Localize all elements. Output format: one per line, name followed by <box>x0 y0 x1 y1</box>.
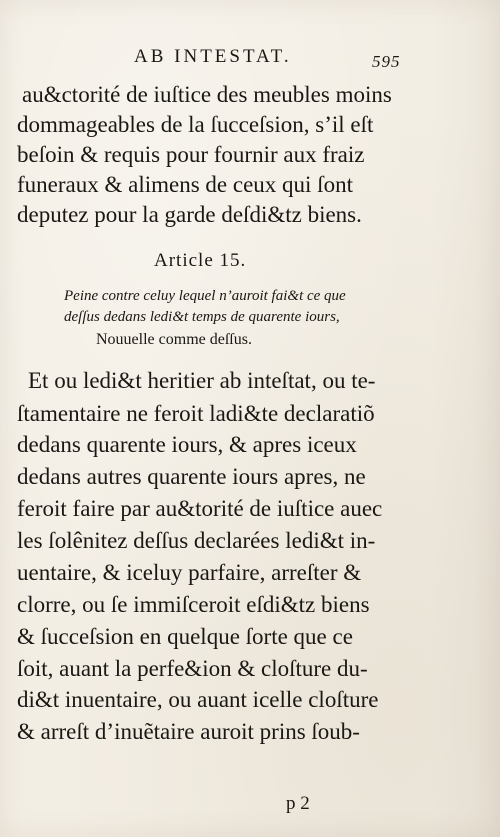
text-line: beſoin & requis pour fournir aux fraiz <box>17 142 365 167</box>
text-line: dommageables de la ſucceſsion, s’il eſt <box>17 112 374 137</box>
article-summary-line: deſſus dedans ledi&t temps de quarente iours, <box>64 309 340 325</box>
text-line: & ſucceſsion en quelque ſorte que ce <box>17 624 353 649</box>
running-head: AB INTESTAT. <box>134 46 292 67</box>
article-note: Nouuelle comme deſſus. <box>96 331 252 348</box>
text-line: clorre, ou ſe immiſceroit eſdi&tz biens <box>17 592 370 617</box>
text-line: & arreſt d’inuẽtaire auroit prins ſoub- <box>17 719 360 744</box>
text-line: uentaire, & iceluy parfaire, arreſter & <box>17 560 362 585</box>
page-header <box>134 46 414 72</box>
text-line: dedans autres quarente iours apres, ne <box>17 464 366 489</box>
page-number: 595 <box>372 52 401 71</box>
article-summary-line: Peine contre celuy lequel n’auroit fai&t ce que <box>64 288 346 304</box>
text-line: ſtamentaire ne feroit ladi&te declaratiõ <box>17 401 375 426</box>
text-line: deputez pour la garde deſdi&tz biens. <box>17 202 362 227</box>
text-line: les ſolênitez deſſus declarées ledi&t in- <box>17 528 376 553</box>
text-line: ſoit, auant la perfe&ion & cloſture du- <box>17 656 368 681</box>
text-line: dedans quarente iours, & apres iceux <box>17 432 357 457</box>
text-line: au&ctorité de iuſtice des meubles moins <box>22 82 392 107</box>
text-line: funeraux & alimens de ceux qui ſont <box>17 172 353 197</box>
text-line: Et ou ledi&t heritier ab inteſtat, ou te- <box>28 368 376 393</box>
text-line: feroit faire par au&torité de iuſtice auec <box>17 496 383 521</box>
signature-mark: p 2 <box>286 793 310 814</box>
page-edge-shadow <box>430 0 500 837</box>
article-heading: Article 15. <box>154 250 247 271</box>
text-line: di&t inuentaire, ou auant icelle cloſture <box>17 687 379 712</box>
